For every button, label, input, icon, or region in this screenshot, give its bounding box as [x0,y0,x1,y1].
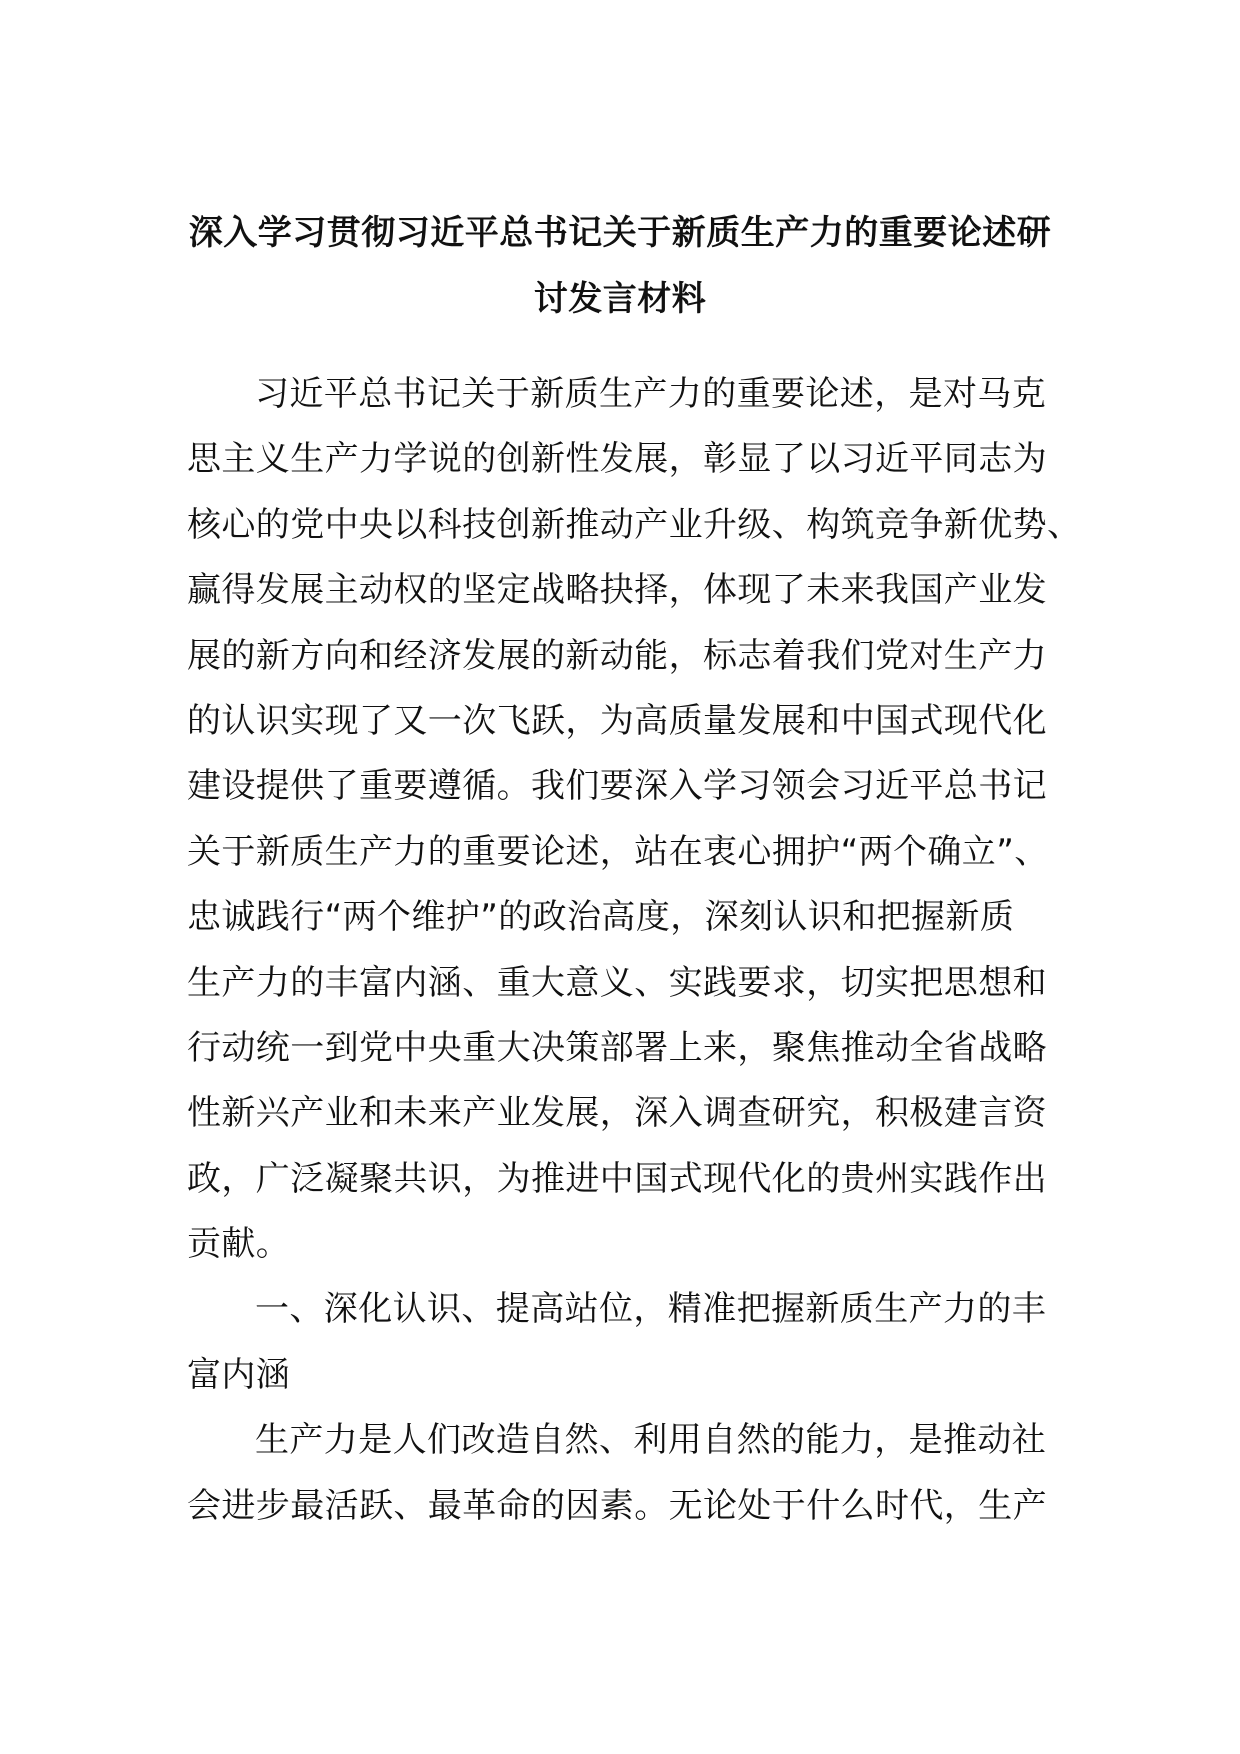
body-line: 建设提供了重要遵循。我们要深入学习领会习近平总书记 [187,766,1047,807]
title-line-2: 讨发言材料 [533,279,707,319]
body-line: 习近平总书记关于新质生产力的重要论述，是对马克 [255,374,1047,414]
body-line: 生产力是人们改造自然、利用自然的能力，是推动社 [255,1420,1047,1461]
body-line: 关于新质生产力的重要论述，站在衷心拥护“两个确立”、 [187,831,1049,872]
body-line: 行动统一到党中央重大决策部署上来，聚焦推动全省战略 [187,1027,1047,1068]
body-line: 展的新方向和经济发展的新动能，标志着我们党对生产力 [187,635,1047,676]
body-line: 核心的党中央以科技创新推动产业升级、构筑竞争新优势、 [187,504,1082,545]
body-line: 会进步最活跃、最革命的因素。无论处于什么时代，生产 [187,1485,1047,1526]
body-line: 赢得发展主动权的坚定战略抉择，体现了未来我国产业发 [187,570,1047,611]
title-line-1: 深入学习贯彻习近平总书记关于新质生产力的重要论述研 [188,213,1052,253]
document-title [180,200,1060,332]
body-line: 的认识实现了又一次飞跃，为高质量发展和中国式现代化 [187,700,1047,741]
body-line: 政，广泛凝聚共识，为推进中国式现代化的贵州实践作出 [187,1158,1047,1199]
body-line: 思主义生产力学说的创新性发展，彰显了以习近平同志为 [187,439,1047,480]
body-line: 生产力的丰富内涵、重大意义、实践要求，切实把思想和 [187,962,1047,1003]
body-line: 性新兴产业和未来产业发展，深入调查研究，积极建言资 [187,1093,1047,1134]
body-line: 忠诚践行“两个维护”的政治高度，深刻认识和把握新质 [187,897,1015,938]
document-body [187,362,1082,1539]
body-line: 富内涵 [187,1354,291,1395]
body-line: 一、深化认识、提高站位，精准把握新质生产力的丰 [255,1289,1047,1330]
body-line: 贡献。 [187,1224,291,1265]
